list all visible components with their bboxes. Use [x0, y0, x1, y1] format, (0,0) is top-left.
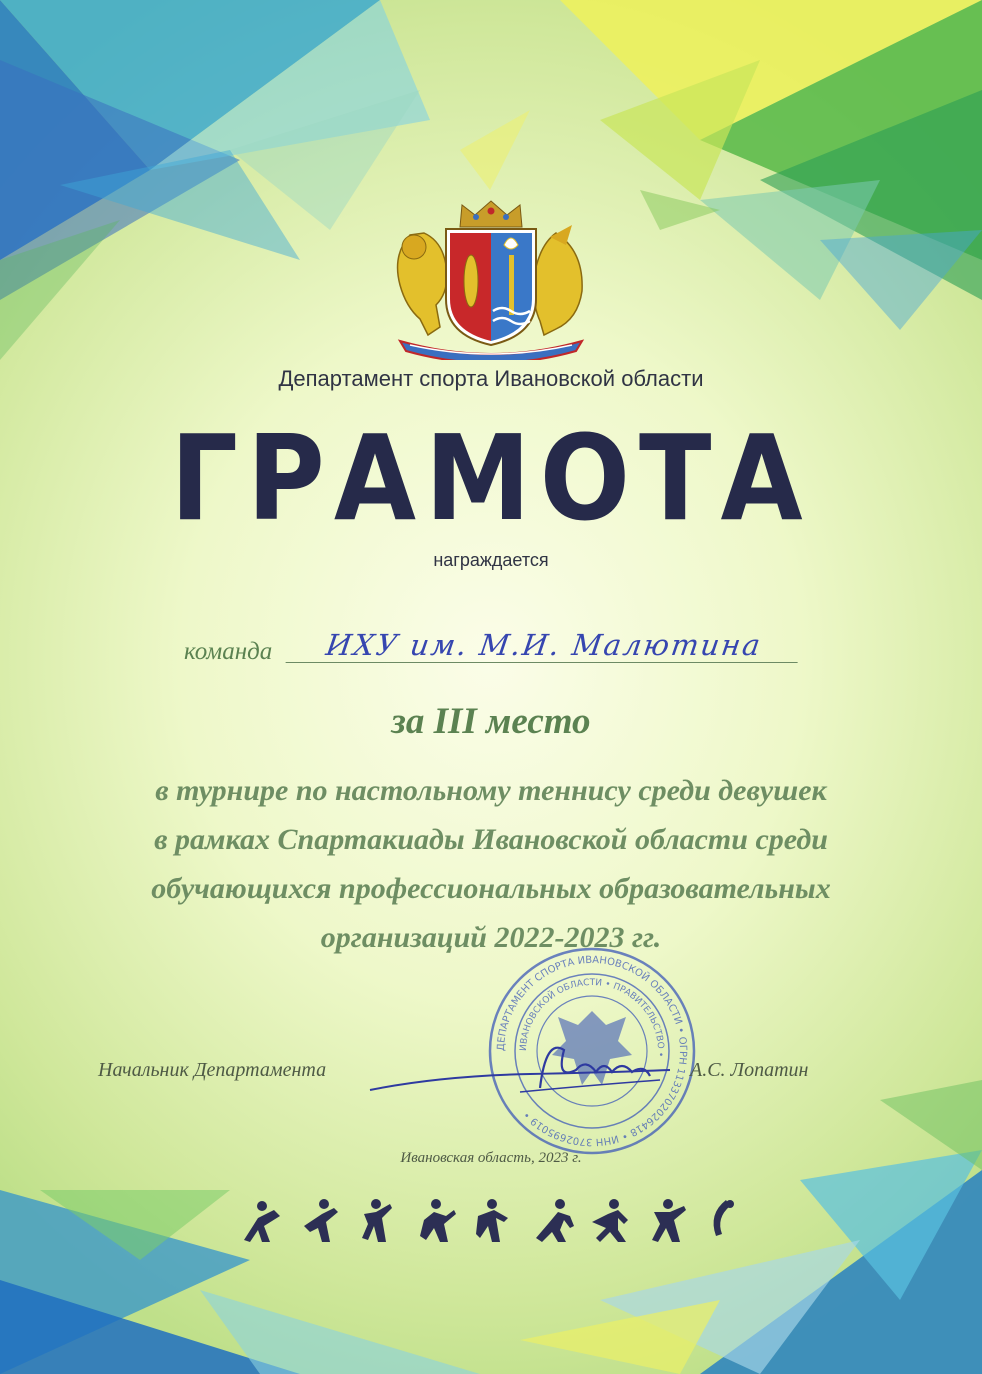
signer-position: Начальник Департамента — [98, 1059, 327, 1081]
signer-name: А.С. Лопатин — [690, 1059, 809, 1081]
description-line: в турнире по настольному теннису среди девушек — [155, 774, 827, 807]
team-label: команда — [184, 638, 273, 665]
coat-of-arms-icon — [380, 195, 602, 360]
athlete-silhouette-icon — [652, 1199, 686, 1242]
place-and-date: Ивановская область, 2023 г. — [400, 1150, 582, 1166]
athlete-silhouette-icon — [304, 1199, 338, 1242]
certificate-title: ГРАМОТА — [170, 409, 812, 547]
athlete-silhouette-icon — [476, 1199, 508, 1242]
signature-icon — [350, 1030, 680, 1110]
stamp-outer-text: ДЕПАРТАМЕНТ СПОРТА ИВАНОВСКОЙ ОБЛАСТИ • ОГРН 1133702026418 • ИНН 3702695019 • — [495, 954, 689, 1148]
athlete-silhouette-icon — [536, 1199, 574, 1242]
description-line: в рамках Спартакиады Ивановской области среди — [154, 823, 828, 856]
athlete-silhouette-icon — [714, 1200, 734, 1236]
awarded-label: награждается — [433, 550, 549, 570]
description-line: обучающихся профессиональных образовательных — [151, 872, 831, 905]
award-place: за III место — [391, 701, 591, 742]
athlete-silhouette-icon — [362, 1199, 392, 1242]
award-description — [0, 766, 982, 962]
athletes-row — [232, 1192, 752, 1252]
department-name: Департамент спорта Ивановской области — [278, 366, 704, 391]
athlete-silhouette-icon — [244, 1201, 280, 1242]
athlete-silhouette-icon — [420, 1199, 456, 1242]
team-line — [0, 628, 982, 668]
stamp-inner-text: ИВАНОВСКОЙ ОБЛАСТИ • ПРАВИТЕЛЬСТВО • — [518, 977, 666, 1058]
athlete-silhouette-icon — [592, 1199, 628, 1242]
team-name-handwritten: ИХУ им. М.И. Малютина — [286, 628, 803, 663]
description-line: организаций 2022-2023 гг. — [320, 921, 662, 954]
